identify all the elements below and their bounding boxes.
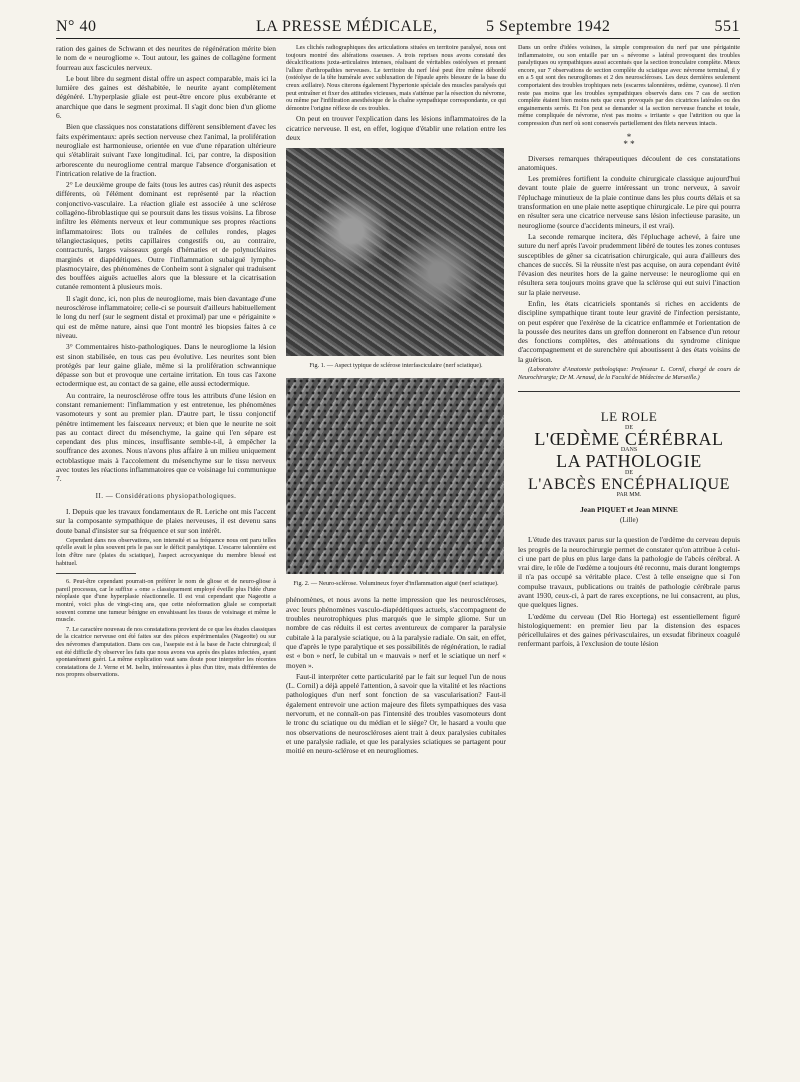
- article-divider: [518, 391, 740, 392]
- article-par: PAR MM.: [616, 492, 642, 499]
- paragraph: Les premières fortifient la conduite chirurgicale classique aujourd'hui devant toute plaie de guerre intéressant un tronc nerveux, à savoir l'épluchage minutieux de la plaie continue dans les plus courts délais et sa transformation en une plaie nette aseptique chirurgicale. Le pire qui pourra en résulter sera une cicatrice nerveuse sans lésion infectieuse parasite, un neurogliome (source d'accidents mineurs, il est vrai).: [518, 174, 740, 230]
- figure-1-micrograph: [286, 148, 504, 356]
- paragraph: Le bout libre du segment distal offre un aspect comparable, mais ici la lumière des gaines est déshabitée, le neurite ayant complètement dégénéré. L'hyperplasie gliale est peut-être encore plus exubérante et anarchique que dans le segment proximal. Il s'agit donc bien d'un gliome 6.: [56, 73, 276, 121]
- paragraph: L'étude des travaux parus sur la question de l'œdème du cerveau depuis les progrès de la neurochirurgie permet de constater qu'on attribue à celui-ci une part de plus en plus large dans la pathologie de l'abcès cérébral. A vrai dire, le rôle de l'œdème a toujours été reconnu, mais durant longtemps il n'a pas occupé sa véritable place. C'est à telle enseigne que si l'on compulse travaux, publications ou traités de pathologie cérébrale parus avant 1930, ceux-ci, à part de rares exceptions, ne lui consacrent, au plus, que quelques lignes.: [518, 535, 740, 610]
- paragraph: Enfin, les états cicatriciels spontanés si riches en accidents de discipline sympathique tirant toute leur gravité de l'infection persistante, on peut espérer que l'exérèse de la cicatrice enflammée et l'orientation de la poussée des neurites dans un greffon donneront en l'absence d'un retour des fonctions complètes, des atténuations du syndrome clinique d'accompagnement et de surenchère qui aboutissent à des états voisins de la guérison.: [518, 298, 740, 364]
- paragraph: Il s'agit donc, ici, non plus de neurogliome, mais bien davantage d'une neurosclérose inflammatoire; celle-ci se poursuit d'ailleurs habituellement le long du nerf (sur le segment distal et proximal) par une « périgainite » qui est de même nature, ainsi que l'ont montré les biopsies faites à ce niveau.: [56, 293, 276, 340]
- article-title-line4: L'ABCÈS ENCÉPHALIQUE: [528, 476, 730, 494]
- figure-2-caption: Fig. 2. — Neuro-sclérose. Volumineux foyer d'inflammation aiguë (nerf sciatique).: [293, 579, 499, 587]
- page-number: 551: [714, 18, 740, 35]
- issue-number: N° 40: [56, 18, 97, 35]
- column-left: [56, 44, 276, 1054]
- article-title-line3: LA PATHOLOGIE: [556, 451, 702, 472]
- paragraph: phénomènes, et nous avons la nette impression que les neuroscléroses, avec leurs phénomènes vasculo-diapédétiques actuels, s'accompagnent de troubles neurotrophiques plus marqués que le simple gliome. Sur un nombre de cas réduits il est certes aventureux de comparer la paralysie cubitale à la paralysie sciatique, ou à la paralysie radiale. On sait, en effet, que d'après le type paralytique et ses possibilités de régénération, le radial est « bon » nerf, le cubital un « mauvais » nerf et le sciatique un nerf « moyen ».: [286, 595, 506, 670]
- page-header: [56, 18, 740, 39]
- paragraph: 2° Le deuxième groupe de faits (tous les autres cas) réunit des aspects différents, où l'élément dominant est représenté par la réaction conjonctivo-vasculaire. La réaction gliale est associée à une sclérose collagéno-fibroblastique qui se poursuit dans les tissus voisins. La fibrose infiltre les éléments nerveux et leur communique ses propres réactions inflammatoires: îlots ou traînées de cellules rondes, plages télangiectasiques, petits capillaires congestifs ou, au contraire, contracturés, larges vaisseaux gorgés d'hématies et de polynucléaires marginés et diapédétiques. Outre l'inflammation subaiguë lympho-plasmocytaire, des phénomènes de Conheim sont à signaler qui traduisent des bouffées aiguës actuelles alors que la blessure et la cicatrisation cutanée remontent à plusieurs mois.: [56, 180, 276, 292]
- article-title-dans: DANS: [620, 447, 638, 454]
- figure-2-micrograph: [286, 378, 504, 574]
- paragraph: On peut en trouver l'explication dans les lésions inflammatoires de la cicatrice nerveuse. Il est, en effet, logique d'établir une relation entre les deux: [286, 114, 506, 142]
- journal-title: LA PRESSE MÉDICALE,: [256, 18, 438, 35]
- laboratory-credit: (Laboratoire d'Anatomie pathologique: Professeur L. Cornil, chargé de cours de Neurochirurgie; Dr M. Arnaud, de la Faculté de Médecine de Marseille.): [518, 366, 740, 381]
- paragraph: ration des gaines de Schwann et des neurites de régénération mérite bien le nom de « neurogliome ». Tout autour, les gaines de collagène forment fourreau aux fascicules nerveux.: [56, 44, 276, 72]
- issue-date: 5 Septembre 1942: [486, 18, 611, 35]
- paragraph: L'œdème du cerveau (Del Rio Hortega) est essentiellement figuré histologiquement: en premier lieu par la distension des espaces péricellulaires et des gaines périvasculaires, un exsudat fibrineux coagulé renfermant parfois, à l'exclusion de toute lésion: [518, 611, 740, 649]
- section-stars: * * *: [623, 131, 635, 149]
- paragraph: Faut-il interpréter cette particularité par le fait sur lequel l'un de nous (L. Cornil) a déjà appelé l'attention, à savoir que la vitalité et les réactions pathologiques d'un nerf sont fonction de sa vascularisation? Faut-il également entrevoir une action majeure des filets sympathiques des vasa nervorum, et ne connaît-on pas l'intensité des troubles vasomoteurs dont le tronc du sciatique ou du médian et le siège? Or, le hasard a voulu que nos observations de neuroscléroses aient trait à deux paralysies cubitales et une paralysie radiale, et que les paralysies sciatiques se partagent pour moitié en neuro-sclérose et en neurogliomes.: [286, 671, 506, 756]
- article-city: (Lille): [620, 515, 638, 524]
- paragraph: 3° Commentaires histo-pathologiques. Dans le neurogliome la lésion est sinon stabilisée, en tous cas peu évolutive. Les neurites sont bien protégés par leur gaine gliale, même si la prolifération schwannique dépasse son but et provoque une certaine irritation. En tous cas l'axone ectodermique est, au contact de sa gaine, elle aussi ectodermique.: [56, 342, 276, 389]
- article-title-line2: L'ŒDÈME CÉRÉBRAL: [534, 428, 724, 449]
- article-authors: Jean PIQUET et Jean MINNE: [580, 504, 678, 514]
- footnote-7: 7. Le caractère nouveau de nos constatations provient de ce que les études classiques de la cicatrice nerveuse ont été faites sur des pièces expérimentales (Nageotte) ou sur des névromes d'amputation. Dans ces cas, l'asepsie est à la base de l'acte chirurgical; il est été difficile d'y observer les faits que nous avons vus après des plaies infectées, ayant spontanément guéri. La même explication vaut sans doute pour interpréter les récentes constatations de J. Verne et M. Iselin, intéressantes à plus d'un titre, mais différentes de nos propres observations.: [56, 625, 276, 679]
- article-title-de: DE: [625, 424, 633, 431]
- paragraph: Au contraire, la neurosclérose offre tous les attributs d'une lésion en constant remaniement: l'inflammation y est entretenue, les phénomènes vasomoteurs y sont au premier plan. D'autre part, le tissu conjonctif pénètre intimement les faisceaux nerveux; et bien que le neurite ne soit pas au contact direct du mésenchyme, la gaine qui l'en sépare est cependant des plus minces, insuffisante semble-t-il, à empêcher la souffrance des axones. Nous n'avons plus affaire à un milieu uniquement ectoblastique mais à l'accolement du mésenchyme sur le tissu nerveux avec toutes les réactions inflammatoires que ce voisinage lui communique 7.: [56, 390, 276, 484]
- article-title-line1: LE ROLE: [600, 409, 658, 425]
- paragraph: Bien que classiques nos constatations diffèrent sensiblement d'avec les faits expérimentaux: après section nerveuse chez l'animal, la prolifération neurogliale est harmonieuse, orientée en vue d'une réparation ultérieure qui s'établirait suivant l'axe longitudinal. Ici, par contre, la disposition arborescente du neurogliome central marque l'absence d'organisation et l'intrication relative de la fraction.: [56, 122, 276, 178]
- column-middle: [286, 44, 506, 1054]
- figure-1-caption: Fig. 1. — Aspect typique de sclérose interfasciculaire (nerf sciatique).: [309, 362, 483, 370]
- paragraph: Diverses remarques thérapeutiques découlent de ces constatations anatomiques.: [518, 153, 740, 172]
- paragraph: I. Depuis que les travaux fondamentaux de R. Leriche ont mis l'accent sur la composante sympathique de plaies nerveuses, il est devenu sans doute banal d'insister sur sa fréquence et sur son intérêt.: [56, 506, 276, 535]
- paragraph: Cependant dans nos observations, son intensité et sa fréquence nous ont paru telles qu'elle avait le plus souvent pris le pas sur le déficit paralytique. L'escarre talonnière est loin d'être rare (plaies du sciatique), l'aspect acrocyanique du membre blessé est habituel.: [56, 536, 276, 567]
- paragraph: La seconde remarque incitera, dès l'épluchage achevé, à faire une suture du nerf après l'avoir prudemment libéré de toutes les zones contuses susceptibles de gêner sa cicatrisation chirurgicale, qui aura d'ailleurs des chances de succès. Si la réussite n'est pas acquise, on aura cependant évité l'évasion des neurites hors de la gaine nerveuse: le neurogliome qui en résultera sera toujours moins grave que la sclérose qui eut suivi l'inaction sur la plaie nerveuse.: [518, 231, 740, 297]
- paragraph: Les clichés radiographiques des articulations situées en territoire paralysé, nous ont toujours montré des altérations osseuses. A trois reprises nous avons constaté des décalcifications juxta-articulaires intenses, réalisant de véritables ostéolyses et prenant l'allure d'arthropathies nerveuses. Le territoire du nerf lésé peut être même débordé (ostéolyse de la tête humérale avec subluxation de l'épaule après blessure de la base du creux axillaire). Nous citerons également l'hypertonie spéciale des muscles paralysés qui peut entraîner et fixer des attitudes vicieuses, mais s'atténue par la résection du névrome, ou même par l'infiltration anesthésique de la chaîne sympathique correspondante, ce qui démontre l'origine réflexe de ces troubles.: [286, 44, 506, 112]
- footnote-6: 6. Peut-être cependant pourrait-on préférer le nom de gliose et de neuro-gliose à pareil processus, car le suffixe « ome » classiquement employé éveille plus l'idée d'une néoplasie que d'une hyperplasie réactionnelle. Il est vrai cependant que Nageotte a montré, voici plus de vingt-cinq ans, que cette néoformation gliale se comportait souvent comme une tumeur bénigne en envahissant les tissus de voisinage et même le muscle.: [56, 578, 276, 624]
- column-right: [518, 44, 740, 1054]
- section-heading: II. — Considérations physiopathologiques.: [95, 491, 237, 500]
- paragraph: Dans un ordre d'idées voisines, la simple compression du nerf par une périgainite inflammatoire, ou son entaille par un « névrome » latéral provoquent des troubles paralytiques ou sympathiques aussi accentués que la section tronculaire complète. Mieux encore, sur 7 observations de section complète du sciatique avec névrome terminal, il y en a 5 qui sont des neurogliomes et 2 des neuroscléroses. Les deux dernières seulement comportaient des troubles trophiques nets (escarres talonnières, œdème, cyanose). Il n'en reste pas moins que les troubles sympathiques observés dans ces 7 cas de section complète étaient bien moins nets que ceux provoqués par des cicatrices latérales ou des engainements serrés. Et l'on peut se demander si la section nerveuse franche et totale, même compliquée de névrome, n'est pas moins « irritante » que l'attrition ou que la compression d'un nerf où sont conservés partiellement des filets nerveux intacts.: [518, 44, 740, 127]
- article-title-de: DE: [625, 469, 633, 476]
